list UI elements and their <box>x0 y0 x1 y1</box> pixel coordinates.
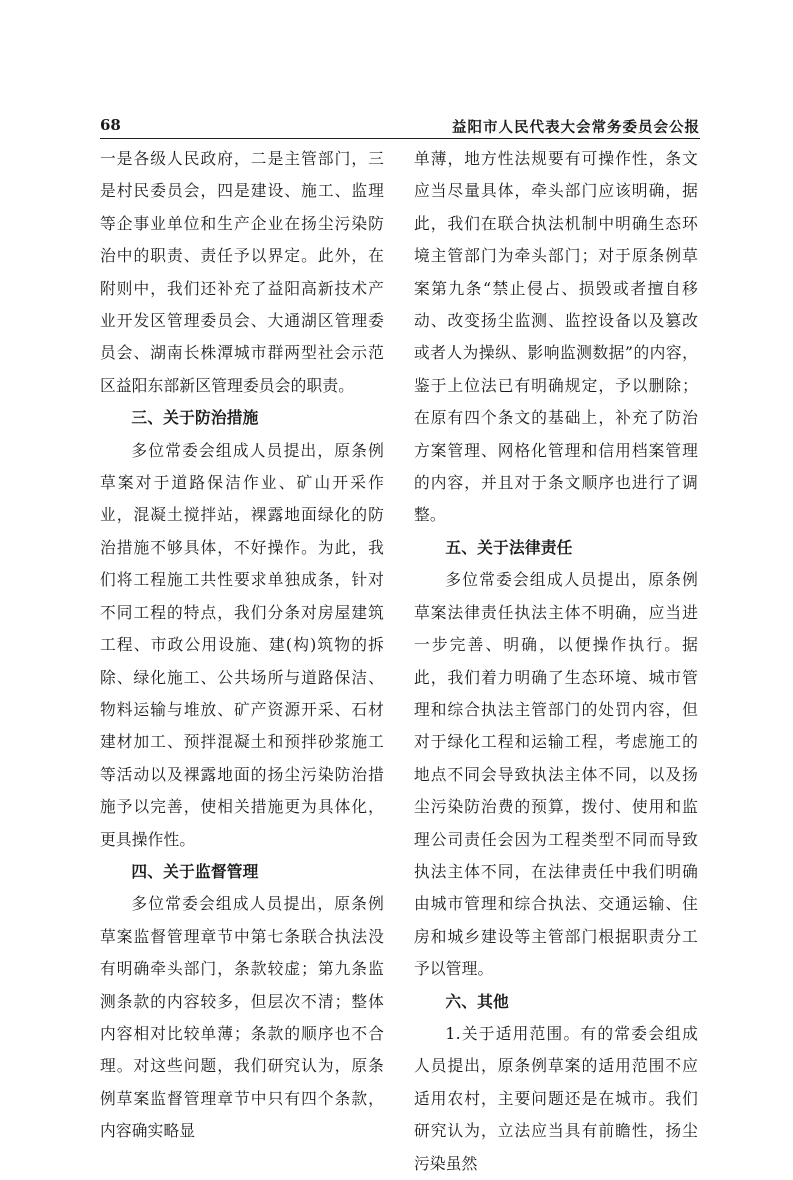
right-column <box>414 143 698 1180</box>
publication-title: 益阳市人民代表大会常务委员会公报 <box>452 119 700 136</box>
section-heading: 四、关于监督管理 <box>131 861 259 881</box>
paragraph: 单薄，地方性法规要有可操作性，条文应当尽量具体，牵头部门应该明确，据此，我们在联合执法机制中明确生态环境主管部门为牵头部门；对于原条例草案第九条“禁止侵占、损毁或者擅自移动、改变扬尘监测、监控设备以及篡改或者人为操纵、影响监测数据”的内容，鉴于上位法已有明确规定，予以删除；在原有四个条文的基础上，补充了防治方案管理、网格化管理和信用档案管理的内容，并且对于条文顺序也进行了调整。 <box>414 149 698 525</box>
section-heading: 三、关于防治措施 <box>131 408 259 428</box>
paragraph: 一是各级人民政府，二是主管部门，三是村民委员会，四是建设、施工、监理等企事业单位和生产企业在扬尘污染防治中的职责、责任予以界定。此外，在附则中，我们还补充了益阳高新技术产业开发区管理委员会、大通湖区管理委员会、湖南长株潭城市群两型社会示范区益阳东部新区管理委员会的职责。 <box>100 149 384 395</box>
page-header <box>100 116 700 138</box>
section-heading: 五、关于法律责任 <box>445 537 573 557</box>
page-number: 68 <box>100 116 121 134</box>
paragraph: 多位常委会组成人员提出，原条例草案对于道路保洁作业、矿山开采作业，混凝土搅拌站，裸露地面绿化的防治措施不够具体，不好操作。为此，我们将工程施工共性要求单独成条，针对不同工程的特点，我们分条对房屋建筑工程、市政公用设施、建(构)筑物的拆除、绿化施工、公共场所与道路保洁、物料运输与堆放、矿产资源开采、石材建材加工、预拌混凝土和预拌砂浆施工等活动以及裸露地面的扬尘污染防治措施予以完善，使相关措施更为具体化，更具操作性。 <box>100 440 384 849</box>
paragraph: 多位常委会组成人员提出，原条例草案法律责任执法主体不明确，应当进一步完善、明确，以便操作执行。据此，我们着力明确了生态环境、城市管理和综合执法主管部门的处罚内容，但对于绿化工程和运输工程，考虑施工的地点不同会导致执法主体不同，以及扬尘污染防治费的预算，拨付、使用和监理公司责任会因为工程类型不同而导致执法主体不同，在法律责任中我们明确由城市管理和综合执法、交通运输、住房和城乡建设等主管部门根据职责分工予以管理。 <box>414 570 698 979</box>
header-rule <box>100 138 700 139</box>
left-column <box>100 143 384 1148</box>
paragraph: 多位常委会组成人员提出，原条例草案监督管理章节中第七条联合执法没有明确牵头部门，条款较虚；第九条监测条款的内容较多，但层次不清；整体内容相对比较单薄；条款的顺序也不合理。对这些问题，我们研究认为，原条例草案监督管理章节中只有四个条款，内容确实略显 <box>100 894 384 1141</box>
paragraph: 1.关于适用范围。有的常委会组成人员提出，原条例草案的适用范围不应适用农村，主要问题还是在城市。我们研究认为，立法应当具有前瞻性，扬尘污染虽然 <box>414 1023 698 1173</box>
section-heading: 六、其他 <box>445 991 509 1011</box>
